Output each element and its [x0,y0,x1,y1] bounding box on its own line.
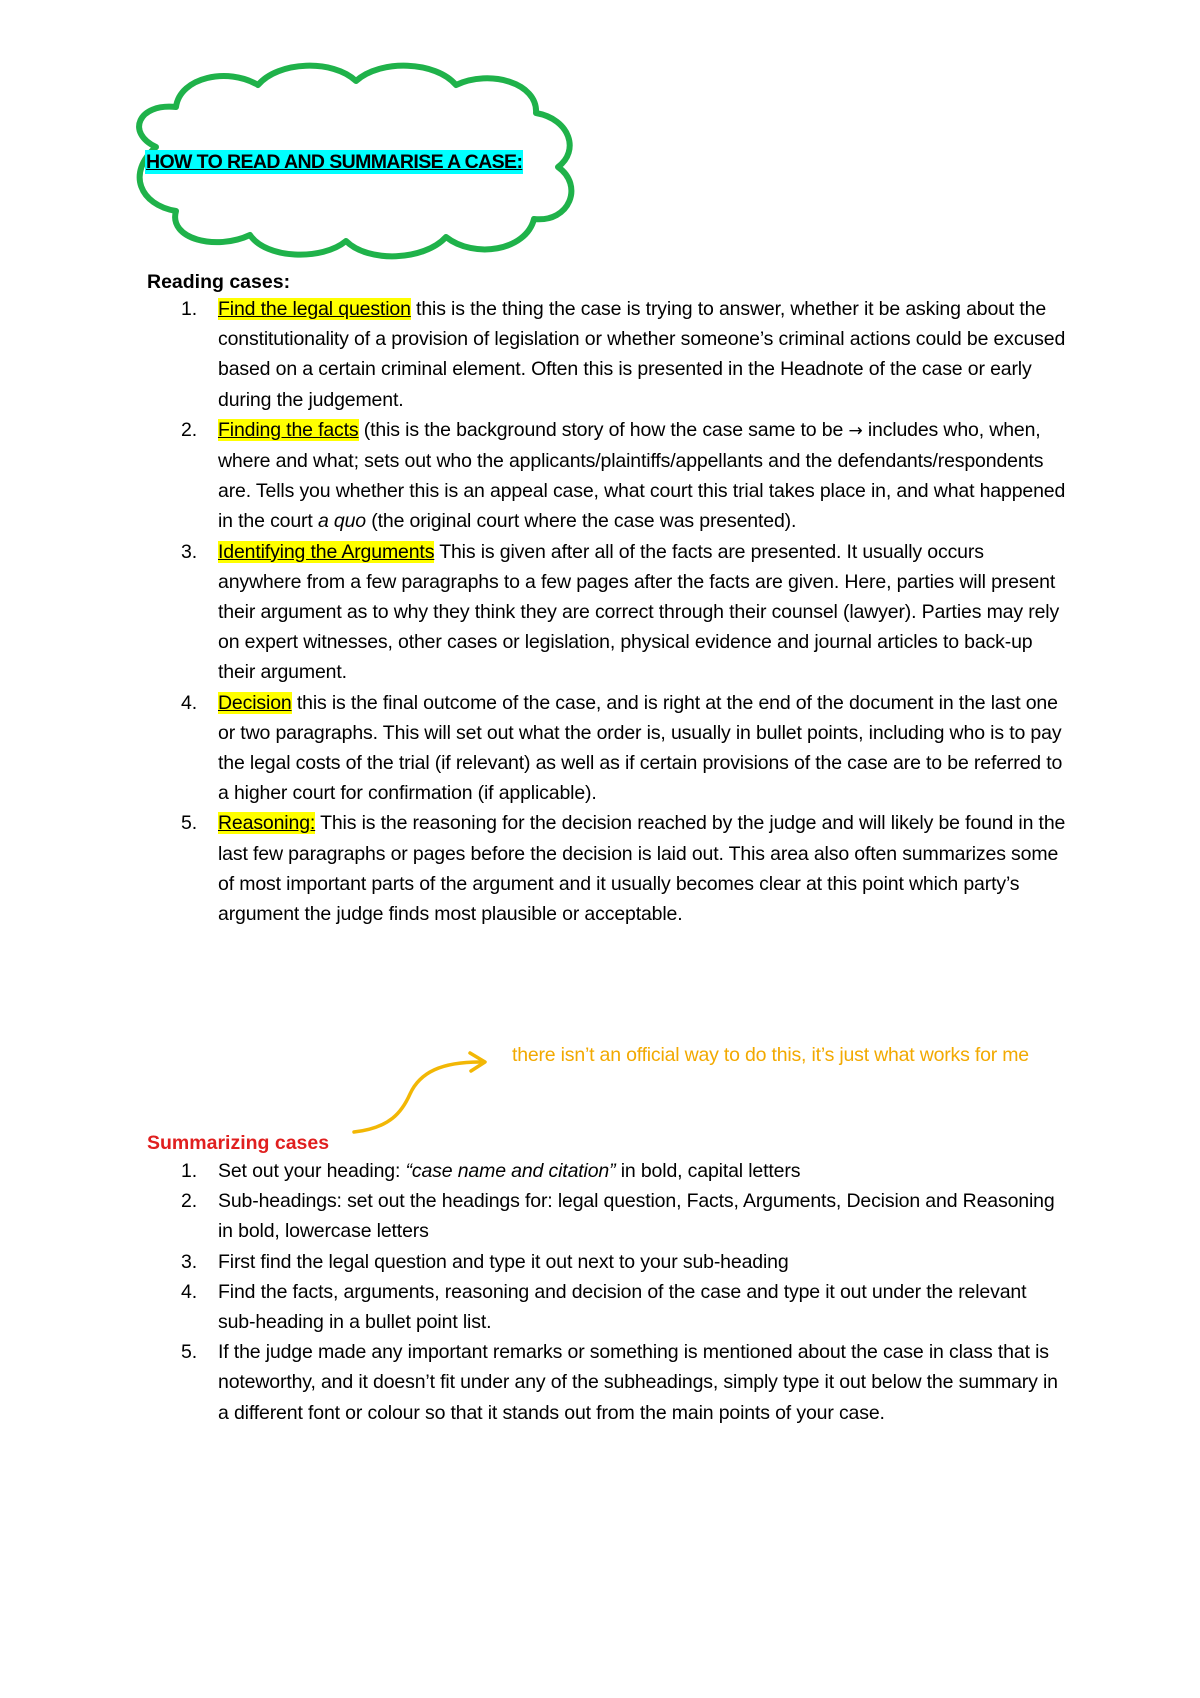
item-text: in bold, capital letters [615,1160,801,1182]
highlighted-term: Reasoning: [218,812,316,835]
item-number: 1. [181,298,197,320]
list-item [181,1277,1068,1337]
item-text: Sub-headings: set out the headings for: legal question, Facts, Arguments, Decision and Reasoning in bold, lowercase letters [218,1190,1055,1243]
right-arrow-icon: → [848,420,863,441]
list-item [181,688,1068,809]
summarizing-heading: Summarizing cases [147,1132,330,1154]
item-text: First find the legal question and type it out next to your sub-heading [218,1250,789,1273]
page-title: HOW TO READ AND SUMMARISE A CASE: [146,151,523,173]
italic-term: a quo [317,510,367,533]
list-item [181,415,1068,537]
list-item [181,808,1068,929]
item-text: this is the thing the case is trying to answer, whether it be asking about the constitutionality of a provision of legislation or whether someone’s criminal actions could be excused based on a certain criminal element. Often this is presented in the Headnote of the case or early during the judgement. [218,298,1066,411]
reading-list [181,294,1068,929]
highlighted-term: Finding the facts [218,418,359,441]
item-text: If the judge made any important remarks or something is mentioned about the case in class that is noteworthy, and it doesn’t fit under any of the subheadings, simply type it out below the summary in a different font or colour so that it stands out from the main points of your case. [218,1341,1058,1424]
list-item [181,537,1068,688]
italic-term: “case name and citation” [405,1160,616,1182]
item-number: 4. [181,691,197,714]
item-text: this is the final outcome of the case, and is right at the end of the document in the last one or two paragraphs. This will set out what the order is, usually in bullet points, including who is to pay the legal costs of the trial (if relevant) as well as if certain provisions of the case are to be referred to a higher court for confirmation (if applicable). [218,691,1063,805]
item-number: 2. [181,1190,197,1213]
item-text: (this is the background story of how the case same to be [358,418,849,441]
list-item [181,1186,1068,1246]
item-number: 3. [181,540,197,563]
list-item [181,294,1068,415]
highlighted-term: Identifying the Arguments [218,540,435,563]
item-text: Find the facts, arguments, reasoning and decision of the case and type it out under the relevant sub-heading in a bullet point list. [218,1280,1027,1334]
curved-arrow-icon [350,1048,500,1138]
summarizing-list [181,1156,1068,1428]
item-text: includes who, when, where and what; sets out who the applicants/plaintiffs/appellants and the defendants/respondents are. Tells you whether this is an appeal case, what court this trial takes place in, and what happened in the court [218,418,1066,533]
list-item [181,1247,1068,1277]
side-note: there isn’t an official way to do this, it’s just what works for me [512,1044,1029,1066]
highlighted-term: Decision [218,691,292,714]
item-number: 4. [181,1280,197,1303]
item-number: 2. [181,418,197,441]
reading-heading: Reading cases: [147,271,291,293]
item-number: 5. [181,812,197,835]
highlighted-term: Find the legal question [218,298,411,320]
item-number: 1. [181,1160,197,1182]
item-text: This is given after all of the facts are presented. It usually occurs anywhere from a few paragraphs to a few pages after the facts are given. Here, parties will present their argument as to why they think they are correct through their counsel (lawyer). Parties may rely on expert witnesses, other cases or legislation, physical evidence and journal articles to back-up their argument. [218,540,1060,684]
item-text: Set out your heading: [218,1160,406,1182]
item-text: (the original court where the case was presented). [366,510,797,533]
list-item [181,1337,1068,1428]
item-number: 3. [181,1250,197,1273]
list-item [181,1156,1068,1186]
item-text: This is the reasoning for the decision reached by the judge and will likely be found in the last few paragraphs or pages before the decision is laid out. This area also often summarizes some of most important parts of the argument and it usually becomes clear at this point which party’s argument the judge finds most plausible or acceptable. [218,812,1066,926]
item-number: 5. [181,1341,197,1364]
